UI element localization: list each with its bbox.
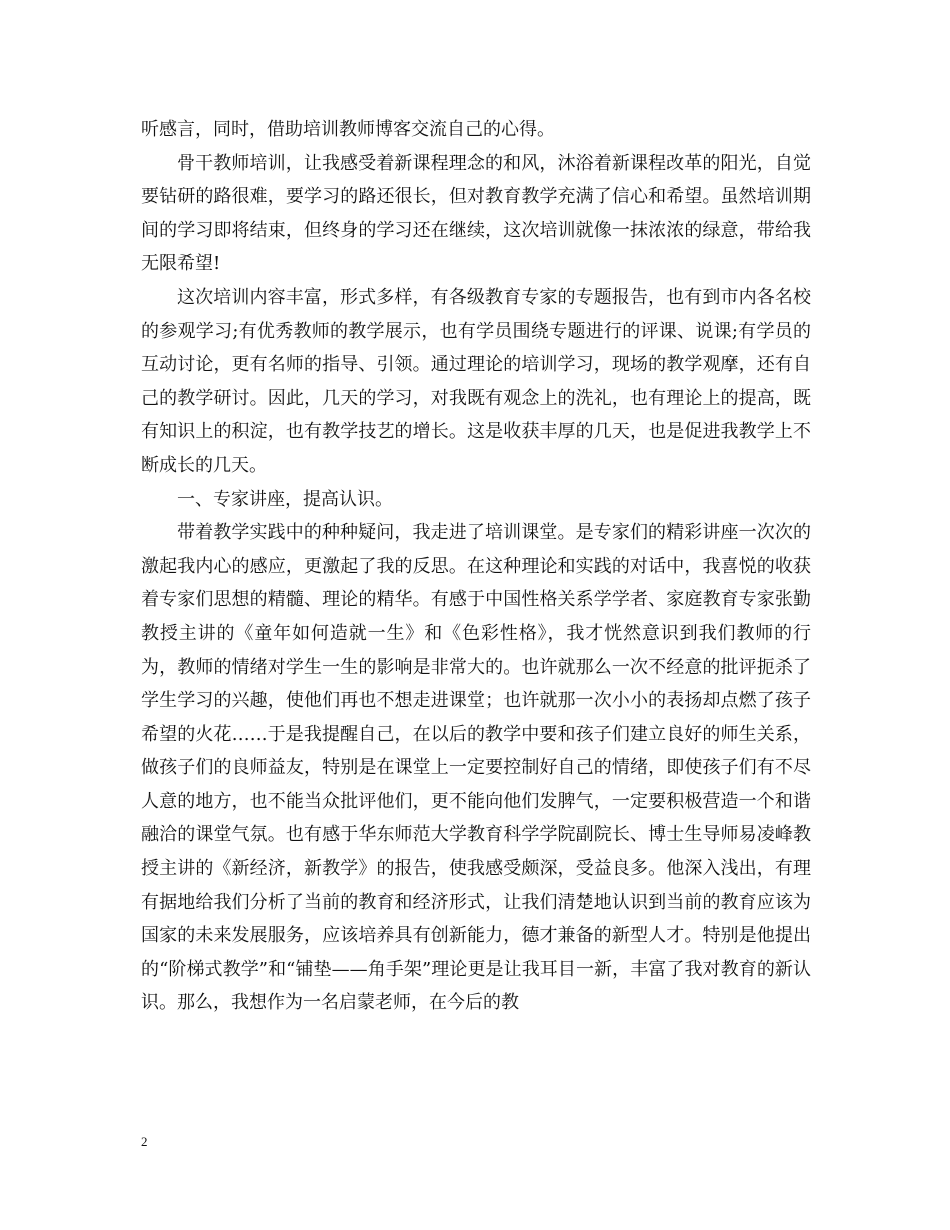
page-number: 2 xyxy=(141,1134,148,1149)
document-body xyxy=(141,113,811,1020)
paragraph-training-reflection: 骨干教师培训，让我感受着新课程理念的和风，沐浴着新课程改革的阳光，自觉要钻研的路很难，要学习的路还很长，但对教育教学充满了信心和希望。虽然培训期间的学习即将结束，但终身的学习还在继续，这次培训就像一抹浓浓的绿意，带给我无限希望! xyxy=(141,152,811,275)
paragraph-expert-lectures: 带着教学实践中的种种疑问，我走进了培训课堂。是专家们的精彩讲座一次次的激起我内心的感应，更激起了我的反思。在这种理论和实践的对话中，我喜悦的收获着专家们思想的精髓、理论的精华。有感于中国性格关系学学者、家庭教育专家张勤教授主讲的《童年如何造就一生》和《色彩性格》，我才恍然意识到我们教师的行为，教师的情绪对学生一生的影响是非常大的。也许就那么一次不经意的批评扼杀了学生学习的兴趣，使他们再也不想走进课堂；也许就那一次小小的表扬却点燃了孩子希望的火花……于是我提醒自己，在以后的教学中要和孩子们建立良好的师生关系，做孩子们的良师益友，特别是在课堂上一定要控制好自己的情绪，即使孩子们有不尽人意的地方，也不能当众批评他们，更不能向他们发脾气，一定要积极营造一个和谐融洽的课堂气氛。也有感于华东师范大学教育科学学院副院长、博士生导师易凌峰教授主讲的《新经济，新教学》的报告，使我感受颇深，受益良多。他深入浅出，有理有据地给我们分析了当前的教育和经济形式，让我们清楚地认识到当前的教育应该为国家的未来发展服务，应该培养具有创新能力，德才兼备的新型人才。特别是他提出的“阶梯式教学”和“铺垫——角手架”理论更是让我耳目一新，丰富了我对教育的新认识。那么，我想作为一名启蒙老师，在今后的教 xyxy=(141,522,811,1014)
paragraph-continuation: 听感言，同时，借助培训教师博客交流自己的心得。 xyxy=(141,119,555,140)
section-heading-expert-lectures: 一、专家讲座，提高认识。 xyxy=(177,488,393,510)
paragraph-training-content: 这次培训内容丰富，形式多样，有各级教育专家的专题报告，也有到市内各名校的参观学习;有优秀教师的教学展示，也有学员围绕专题进行的评课、说课;有学员的互动讨论，更有名师的指导、引领。通过理论的培训学习，现场的教学观摩，还有自己的教学研讨。因此，几天的学习，对我既有观念上的洗礼，也有理论上的提高，既有知识上的积淀，也有教学技艺的增长。这是收获丰厚的几天，也是促进我教学上不断成长的几天。 xyxy=(141,286,811,476)
